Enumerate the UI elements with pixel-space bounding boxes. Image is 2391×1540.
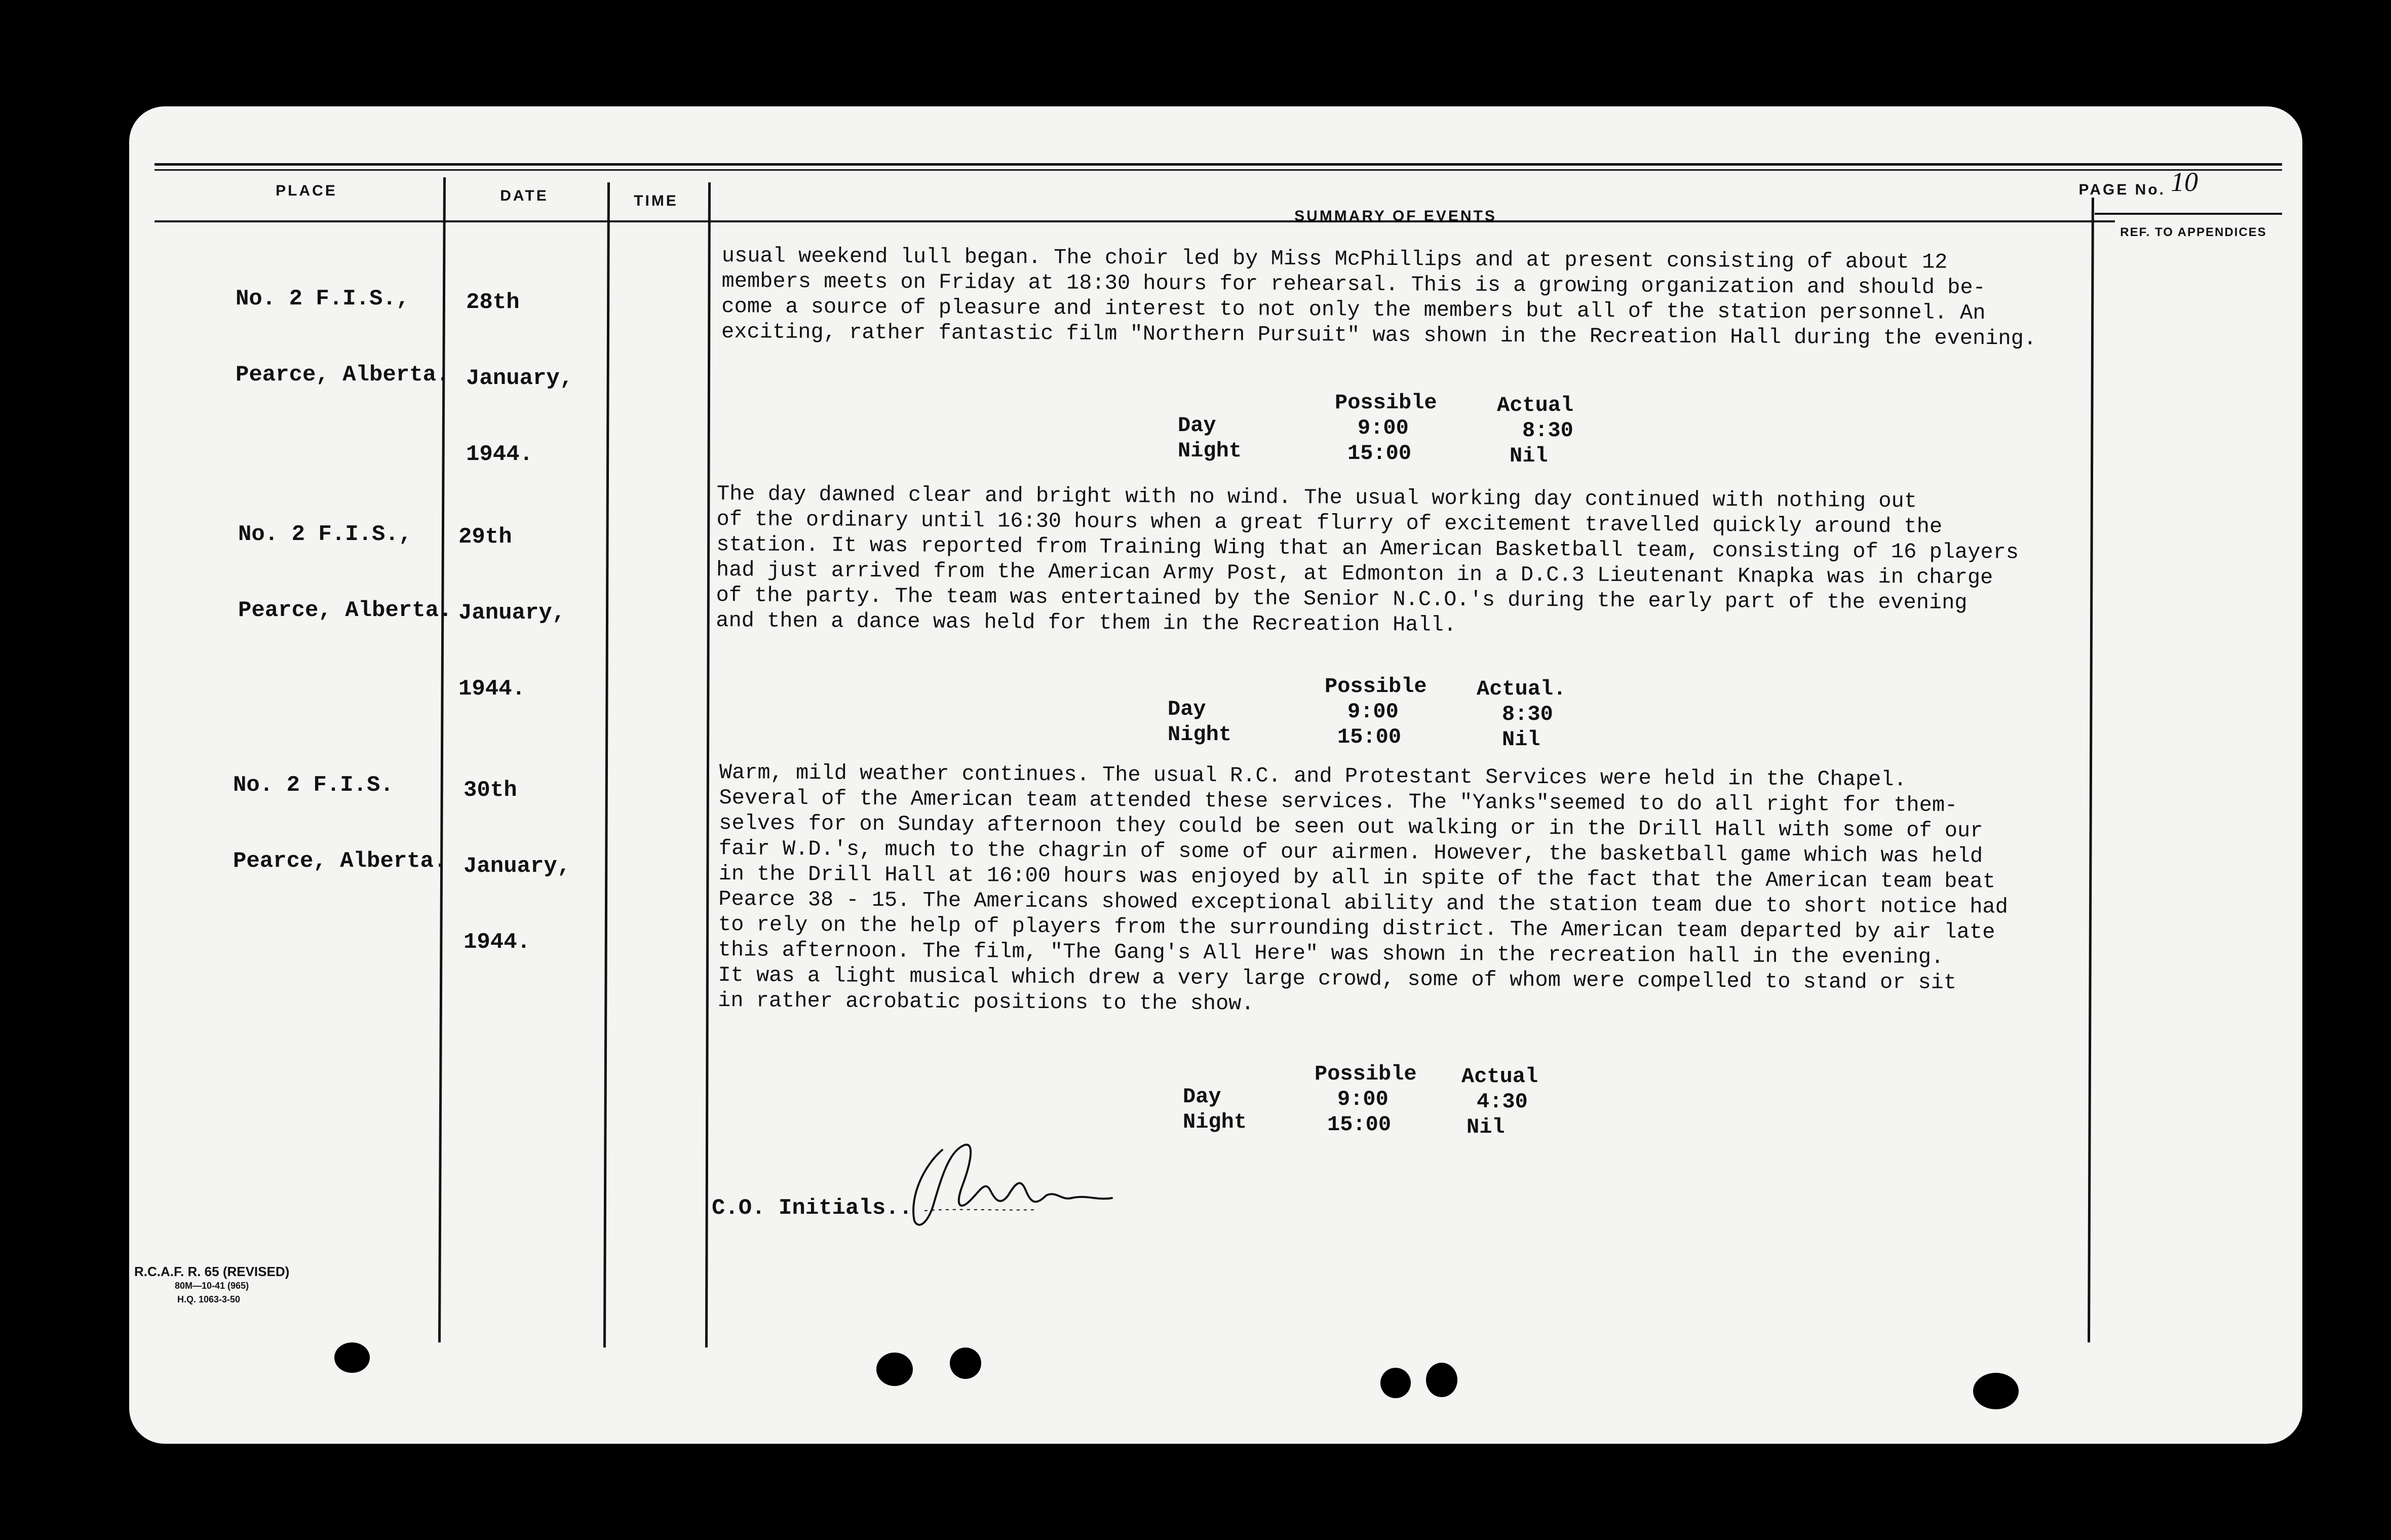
- entry-3-summary: [718, 760, 2009, 1021]
- entry-3-day-actual: 4:30: [1477, 1090, 1528, 1114]
- header-summary: SUMMARY OF EVENTS: [1294, 208, 1497, 224]
- entry-2-place: [238, 471, 452, 674]
- entry-3-date-line3: 1944.: [464, 930, 531, 955]
- punch-hole: [876, 1353, 913, 1386]
- entry-3-date-line1: 30th: [464, 778, 517, 803]
- entry-2-date-line1: 29th: [458, 524, 512, 550]
- entry-3-date: [464, 727, 570, 1006]
- entry-3-line-1: Warm, mild weather continues. The usual R.C. and Protestant Services were held in the Chapel.: [719, 760, 1907, 792]
- form-id-line2: 80M—10-41 (965): [175, 1281, 249, 1291]
- entry-1-night-actual: Nil: [1510, 444, 1548, 468]
- entry-3-line-6: Pearce 38 - 15. The Americans showed exceptional ability and the station team due to short notice had: [718, 887, 2009, 919]
- entry-2-day-label: Day: [1168, 697, 1206, 721]
- entry-1-line-4: exciting, rather fantastic film "Northern Pursuit" was shown in the Recreation Hall during the evening.: [721, 319, 2037, 351]
- entry-2-line-2: of the ordinary until 16:30 hours when a great flurry of excitement travelled quickly around the: [716, 507, 1943, 539]
- ref-header-rule: [2095, 213, 2282, 215]
- header-date: DATE: [500, 187, 549, 204]
- entry-2-line-4: had just arrived from the American Army Post, at Edmonton in a D.C.3 Lieutenant Knapka was in charge: [716, 557, 1993, 590]
- entry-3-line-2: Several of the American team attended these services. The "Yanks"seemed to do all right for them-: [719, 785, 1958, 818]
- entry-2-line-3: station. It was reported from Training Wing that an American Basketball team, consisting of 16 players: [716, 532, 2019, 565]
- header-rule-top: [155, 163, 2282, 166]
- co-signature: [894, 1135, 1137, 1236]
- entry-2-actual-label: Actual.: [1477, 677, 1566, 701]
- entry-2-night-label: Night: [1168, 722, 1232, 747]
- entry-3-line-3: selves for on Sunday afternoon they could be seen out walking or in the Drill Hall with some of our: [719, 811, 1983, 843]
- entry-3-night-possible: 15:00: [1327, 1112, 1392, 1137]
- entry-3-line-10: in rather acrobatic positions to the show.: [717, 988, 1254, 1016]
- entry-2-day-possible: 9:00: [1347, 700, 1399, 724]
- punch-hole: [1426, 1363, 1457, 1397]
- form-id-line3: H.Q. 1063-3-50: [177, 1294, 241, 1304]
- entry-1-date-line2: January,: [466, 366, 573, 391]
- punch-hole: [1973, 1373, 2019, 1409]
- entry-1-place: [236, 236, 449, 438]
- entry-3-day-label: Day: [1183, 1085, 1221, 1109]
- punch-hole: [950, 1348, 981, 1379]
- entry-2-line-1: The day dawned clear and bright with no wind. The usual working day continued with nothing out: [716, 482, 1917, 514]
- form-id-line1: R.C.A.F. R. 65 (REVISED): [134, 1264, 290, 1279]
- entry-3-line-5: in the Drill Hall at 16:00 hours was enjoyed by all in spite of the fact that the American team beat: [718, 861, 1996, 894]
- entry-1-night-label: Night: [1178, 439, 1242, 463]
- header-ref-appendices: REF. TO APPENDICES: [2120, 225, 2267, 239]
- header-rule-top-2: [155, 169, 2282, 171]
- entry-3-day-possible: 9:00: [1337, 1087, 1389, 1111]
- column-divider-date-time: [603, 182, 610, 1348]
- entry-1-line-1: usual weekend lull began. The choir led by Miss McPhillips and at present consisting of about 12: [721, 244, 1948, 275]
- co-initials-label: C.O. Initials..: [712, 1196, 913, 1221]
- entry-1-place-line1: No. 2 F.I.S.,: [236, 286, 410, 312]
- entry-1-date-line1: 28th: [466, 290, 520, 315]
- column-divider-summary-ref: [2088, 198, 2094, 1342]
- entry-3-line-7: to rely on the help of players from the surrounding district. The American team departed by air late: [718, 912, 1995, 945]
- entry-2-line-6: and then a dance was held for them in the Recreation Hall.: [716, 608, 1457, 637]
- page-no-label: PAGE No.: [2078, 181, 2166, 198]
- page-no-value: 10: [2171, 167, 2198, 197]
- entry-1-night-possible: 15:00: [1347, 441, 1412, 466]
- entry-3-place-line2: Pearce, Alberta.: [233, 849, 447, 874]
- entry-3-possible-label: Possible: [1315, 1062, 1417, 1086]
- entry-1-possible-label: Possible: [1335, 391, 1437, 415]
- entry-2-night-possible: 15:00: [1337, 725, 1402, 749]
- entry-1-place-line2: Pearce, Alberta.: [236, 362, 450, 388]
- entry-3-line-8: this afternoon. The film, "The Gang's All Here" was shown in the recreation hall in the evening.: [718, 937, 1944, 970]
- entry-3-night-actual: Nil: [1467, 1115, 1505, 1139]
- entry-2-place-line2: Pearce, Alberta.: [238, 598, 452, 623]
- entry-3-line-4: fair W.D.'s, much to the chagrin of some of our airmen. However, the basketball game which was held: [718, 836, 1983, 869]
- entry-3-line-9: It was a light musical which drew a very large crowd, some of whom were compelled to stand or sit: [718, 962, 1957, 995]
- header-place: PLACE: [276, 182, 337, 199]
- entry-2-date-line3: 1944.: [458, 676, 526, 702]
- header-rule-bottom: [155, 220, 2115, 222]
- entry-2-possible-label: Possible: [1325, 674, 1427, 699]
- entry-1-actual-label: Actual: [1497, 393, 1574, 417]
- entry-2-date-line2: January,: [458, 600, 566, 626]
- entry-1-date-line3: 1944.: [466, 442, 533, 467]
- entry-2-night-actual: Nil: [1502, 727, 1540, 752]
- entry-1-day-actual: 8:30: [1522, 418, 1573, 443]
- entry-3-place-line1: No. 2 F.I.S.: [233, 773, 394, 798]
- entry-1-line-2: members meets on Friday at 18:30 hours for rehearsal. This is a growing organization and should be-: [721, 268, 1986, 300]
- entry-2-date: [458, 474, 565, 752]
- entry-2-line-5: of the party. The team was entertained by the Senior N.C.O.'s during the early part of the evening: [716, 583, 1968, 615]
- entry-2-place-line1: No. 2 F.I.S.,: [238, 522, 412, 547]
- punch-hole: [334, 1342, 370, 1373]
- entry-3-actual-label: Actual: [1461, 1064, 1538, 1089]
- entry-1-day-label: Day: [1178, 413, 1216, 438]
- column-divider-time-summary: [705, 182, 711, 1348]
- entry-1-summary: [721, 243, 2037, 352]
- entry-3-night-label: Night: [1183, 1110, 1247, 1134]
- entry-2-summary: [716, 481, 2019, 641]
- entry-3-date-line2: January,: [464, 854, 571, 879]
- entry-2-day-actual: 8:30: [1502, 702, 1553, 726]
- entry-1-day-possible: 9:00: [1358, 416, 1409, 440]
- punch-hole: [1380, 1368, 1411, 1398]
- header-time: TIME: [634, 192, 678, 209]
- entry-1-line-3: come a source of pleasure and interest to not only the members but all of the station personnel. An: [721, 294, 1986, 326]
- diary-form-card: [129, 106, 2302, 1444]
- entry-3-place: [233, 722, 447, 925]
